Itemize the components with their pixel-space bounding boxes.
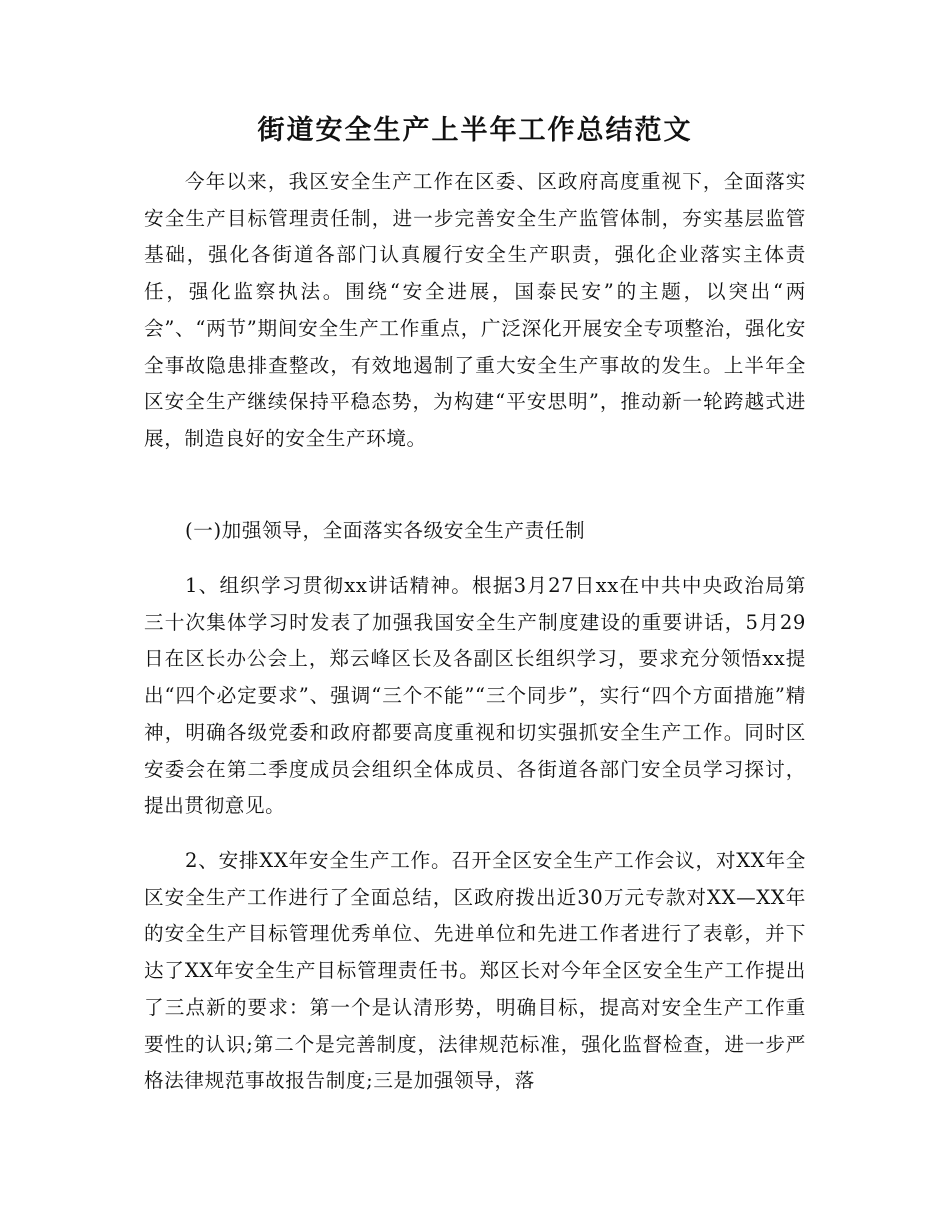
section-heading: (一)加强领导，全面落实各级安全生产责任制 xyxy=(185,519,586,542)
paragraph-item-2: 2、安排XX年安全生产工作。召开全区安全生产工作会议，对XX年全区安全生产工作进行了全面总结，区政府拨出近30万元专款对XX—XX年的安全生产目标管理优秀单位、先进单位和先进工作者进行了表彰，并下达了XX年安全生产目标管理责任书。郑区长对今年全区安全生产工作提出了三点新的要求：第一个是认清形势，明确目标，提高对安全生产工作重要性的认识;第二个是完善制度，法律规范标准，强化监督检查，进一步严格法律规范事故报告制度;三是加强领导，落 xyxy=(144,849,806,1093)
paragraph-item-1: 1、组织学习贯彻xx讲话精神。根据3月27日xx在中共中央政治局第三十次集体学习时发表了加强我国安全生产制度建设的重要讲话，5月29日在区长办公会上，郑云峰区长及各副区长组织学习，要求充分领悟xx提出“四个必定要求”、强调“三个不能”“三个同步”，实行“四个方面措施”精神，明确各级党委和政府都要高度重视和切实强抓安全生产工作。同时区安委会在第二季度成员会组织全体成员、各街道各部门安全员学习探讨，提出贯彻意见。 xyxy=(144,574,806,818)
paragraph-intro: 今年以来，我区安全生产工作在区委、区政府高度重视下，全面落实安全生产目标管理责任制，进一步完善安全生产监管体制，夯实基层监管基础，强化各街道各部门认真履行安全生产职责，强化企业落实主体责任，强化监察执法。围绕“安全进展，国泰民安”的主题，以突出“两会”、“两节”期间安全生产工作重点，广泛深化开展安全专项整治，强化安全事故隐患排查整改，有效地遏制了重大安全生产事故的发生。上半年全区安全生产继续保持平稳态势，为构建“平安思明”，推动新一轮跨越式进展，制造良好的安全生产环境。 xyxy=(144,170,806,450)
document-title: 街道安全生产上半年工作总结范文 xyxy=(257,115,693,146)
